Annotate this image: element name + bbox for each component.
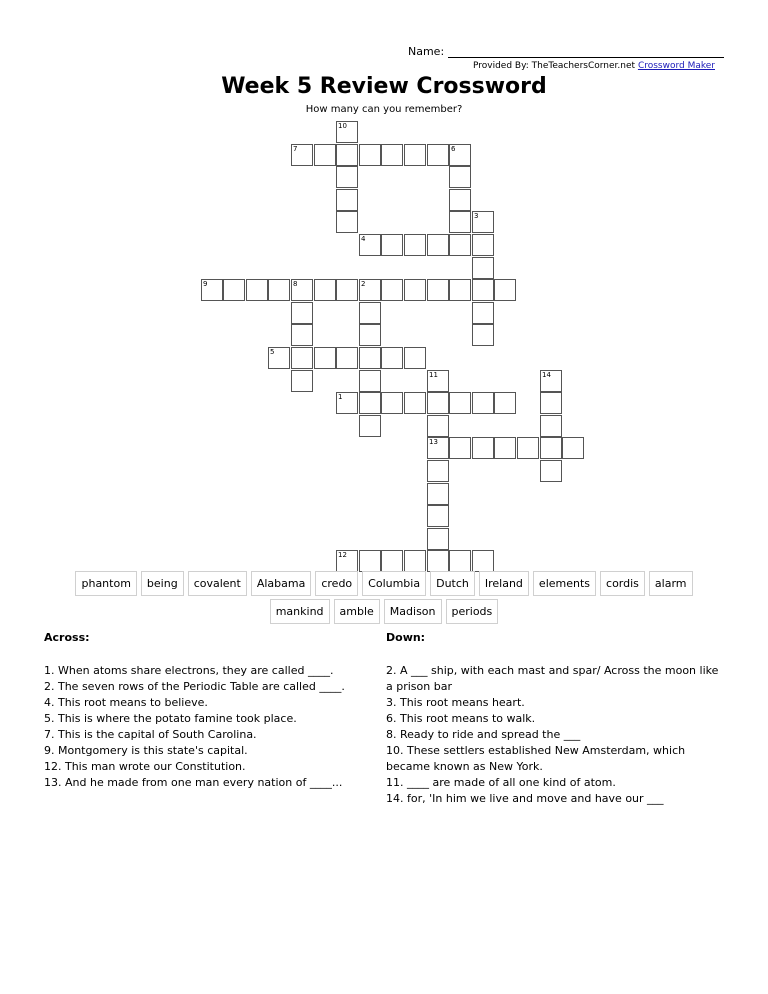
- crossword-cell[interactable]: [472, 324, 494, 346]
- clue-number: 5: [270, 348, 275, 356]
- crossword-cell[interactable]: [540, 437, 562, 459]
- crossword-cell[interactable]: [472, 550, 494, 572]
- crossword-cell[interactable]: [472, 211, 494, 233]
- crossword-cell[interactable]: [268, 347, 290, 369]
- crossword-cell[interactable]: [449, 234, 471, 256]
- across-clue: 7. This is the capital of South Carolina.: [44, 728, 257, 741]
- crossword-cell[interactable]: [336, 347, 358, 369]
- clue-number: 8: [293, 280, 298, 288]
- crossword-cell[interactable]: [449, 211, 471, 233]
- crossword-cell[interactable]: [472, 279, 494, 301]
- provided-by-line: [473, 61, 715, 71]
- crossword-cell[interactable]: [427, 392, 449, 414]
- across-heading: Across:: [44, 631, 90, 644]
- clue-number: 2: [361, 280, 366, 288]
- across-clue: 5. This is where the potato famine took place.: [44, 712, 297, 725]
- page-title: Week 5 Review Crossword: [221, 74, 547, 99]
- down-clue: 3. This root means heart.: [386, 696, 525, 709]
- crossword-cell[interactable]: [427, 550, 449, 572]
- clue-number: 12: [338, 551, 347, 559]
- crossword-cell[interactable]: [427, 460, 449, 482]
- word-bank-item: Alabama: [251, 571, 312, 596]
- word-bank-item: Ireland: [479, 571, 529, 596]
- crossword-cell[interactable]: [314, 347, 336, 369]
- word-bank-item: phantom: [75, 571, 136, 596]
- crossword-cell[interactable]: [291, 144, 313, 166]
- crossword-cell[interactable]: [314, 279, 336, 301]
- name-label: Name:: [408, 45, 445, 58]
- crossword-cell[interactable]: [359, 415, 381, 437]
- crossword-cell[interactable]: [427, 528, 449, 550]
- crossword-cell[interactable]: [291, 279, 313, 301]
- crossword-cell[interactable]: [449, 189, 471, 211]
- crossword-cell[interactable]: [472, 302, 494, 324]
- crossword-cell[interactable]: [336, 211, 358, 233]
- across-clue: 13. And he made from one man every nation of ____...: [44, 776, 343, 789]
- crossword-cell[interactable]: [449, 437, 471, 459]
- crossword-cell[interactable]: [449, 166, 471, 188]
- clue-number: 14: [542, 371, 551, 379]
- crossword-cell[interactable]: [314, 144, 336, 166]
- crossword-cell[interactable]: [359, 234, 381, 256]
- crossword-cell[interactable]: [336, 166, 358, 188]
- across-clue: 4. This root means to believe.: [44, 696, 208, 709]
- word-bank-item: covalent: [188, 571, 247, 596]
- down-clue: 14. for, 'In him we live and move and have our ___: [386, 792, 664, 805]
- word-bank-item: cordis: [600, 571, 645, 596]
- crossword-cell[interactable]: [540, 392, 562, 414]
- crossword-cell[interactable]: [449, 392, 471, 414]
- clue-number: 3: [474, 212, 479, 220]
- crossword-cell[interactable]: [291, 302, 313, 324]
- crossword-cell[interactable]: [201, 279, 223, 301]
- name-field[interactable]: [408, 45, 724, 58]
- crossword-cell[interactable]: [381, 279, 403, 301]
- crossword-cell[interactable]: [404, 392, 426, 414]
- crossword-cell[interactable]: [404, 234, 426, 256]
- crossword-cell[interactable]: [404, 347, 426, 369]
- word-bank-item: alarm: [649, 571, 693, 596]
- crossword-cell[interactable]: [336, 144, 358, 166]
- across-clue: 9. Montgomery is this state's capital.: [44, 744, 248, 757]
- clue-number: 9: [203, 280, 208, 288]
- across-clue-list: [44, 663, 364, 791]
- crossword-cell[interactable]: [359, 324, 381, 346]
- crossword-cell[interactable]: [381, 347, 403, 369]
- crossword-cell[interactable]: [540, 460, 562, 482]
- page-subtitle: How many can you remember?: [305, 104, 463, 115]
- crossword-cell[interactable]: [540, 370, 562, 392]
- across-clue: 12. This man wrote our Constitution.: [44, 760, 246, 773]
- crossword-cell[interactable]: [359, 302, 381, 324]
- crossword-cell[interactable]: [291, 347, 313, 369]
- crossword-cell[interactable]: [336, 550, 358, 572]
- down-clue: 8. Ready to ride and spread the ___: [386, 728, 581, 741]
- crossword-cell[interactable]: [291, 370, 313, 392]
- crossword-cell[interactable]: [404, 279, 426, 301]
- crossword-cell[interactable]: [404, 144, 426, 166]
- crossword-cell[interactable]: [494, 279, 516, 301]
- crossword-cell[interactable]: [336, 189, 358, 211]
- crossword-cell[interactable]: [449, 279, 471, 301]
- clue-number: 4: [361, 235, 366, 243]
- crossword-cell[interactable]: [336, 121, 358, 143]
- crossword-maker-link[interactable]: Crossword Maker: [637, 61, 715, 71]
- name-blank-line[interactable]: [448, 46, 724, 58]
- crossword-cell[interactable]: [472, 234, 494, 256]
- crossword-cell[interactable]: [381, 144, 403, 166]
- down-clue: 10. These settlers established New Amsterdam, which became known as New York.: [386, 744, 686, 773]
- across-clue: 1. When atoms share electrons, they are called ____.: [44, 664, 334, 677]
- crossword-cell[interactable]: [359, 279, 381, 301]
- crossword-cell[interactable]: [268, 279, 290, 301]
- down-clue: 6. This root means to walk.: [386, 712, 536, 725]
- across-clue: 2. The seven rows of the Periodic Table are called ____.: [44, 680, 345, 693]
- crossword-cell[interactable]: [336, 392, 358, 414]
- crossword-cell[interactable]: [427, 370, 449, 392]
- crossword-cell[interactable]: [427, 415, 449, 437]
- crossword-cell[interactable]: [381, 550, 403, 572]
- word-bank-item: mankind: [270, 599, 330, 624]
- word-bank: [60, 571, 708, 624]
- crossword-cell[interactable]: [427, 234, 449, 256]
- crossword-cell[interactable]: [381, 234, 403, 256]
- crossword-cell[interactable]: [517, 437, 539, 459]
- crossword-cell[interactable]: [494, 392, 516, 414]
- crossword-cell[interactable]: [359, 347, 381, 369]
- crossword-cell[interactable]: [540, 415, 562, 437]
- clue-number: 1: [338, 393, 343, 401]
- crossword-cell[interactable]: [427, 483, 449, 505]
- clue-number: 6: [451, 145, 456, 153]
- crossword-cell[interactable]: [472, 437, 494, 459]
- word-bank-item: periods: [446, 599, 499, 624]
- word-bank-item: being: [141, 571, 184, 596]
- clue-number: 13: [429, 438, 438, 446]
- crossword-cell[interactable]: [223, 279, 245, 301]
- word-bank-item: elements: [533, 571, 596, 596]
- word-bank-item: Dutch: [430, 571, 475, 596]
- down-clue-list: [386, 663, 726, 807]
- crossword-cell[interactable]: [359, 144, 381, 166]
- crossword-cell[interactable]: [291, 324, 313, 346]
- provided-by-text: Provided By: TheTeachersCorner.net: [472, 61, 636, 71]
- crossword-cell[interactable]: [449, 550, 471, 572]
- crossword-cell[interactable]: [494, 437, 516, 459]
- word-bank-item: credo: [315, 571, 358, 596]
- clue-number: 10: [338, 122, 347, 130]
- crossword-cell[interactable]: [427, 279, 449, 301]
- clue-number: 11: [429, 371, 438, 379]
- crossword-cell[interactable]: [427, 144, 449, 166]
- down-clue: 2. A ___ ship, with each mast and spar/ Across the moon like a prison bar: [386, 664, 719, 693]
- clue-number: 7: [293, 145, 298, 153]
- crossword-cell[interactable]: [246, 279, 268, 301]
- crossword-cell[interactable]: [449, 144, 471, 166]
- crossword-cell[interactable]: [381, 392, 403, 414]
- crossword-cell[interactable]: [427, 505, 449, 527]
- word-bank-item: Columbia: [362, 571, 426, 596]
- crossword-cell[interactable]: [404, 550, 426, 572]
- down-heading: Down:: [386, 631, 426, 644]
- crossword-cell[interactable]: [472, 392, 494, 414]
- crossword-cell[interactable]: [336, 279, 358, 301]
- word-bank-item: amble: [334, 599, 380, 624]
- word-bank-item: Madison: [384, 599, 442, 624]
- crossword-cell[interactable]: [562, 437, 584, 459]
- crossword-cell[interactable]: [359, 370, 381, 392]
- down-clue: 11. ____ are made of all one kind of atom.: [386, 776, 616, 789]
- crossword-cell[interactable]: [472, 257, 494, 279]
- crossword-cell[interactable]: [359, 392, 381, 414]
- crossword-cell[interactable]: [427, 437, 449, 459]
- crossword-cell[interactable]: [359, 550, 381, 572]
